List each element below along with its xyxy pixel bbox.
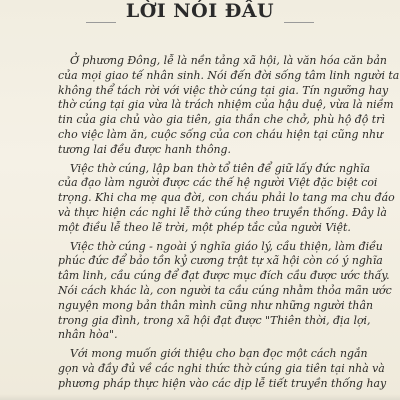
- paragraph-3: [58, 239, 392, 344]
- page-title: LỜI NÓI ĐẦU: [125, 0, 275, 22]
- text-line: cho việc làm ăn, cuộc sống của con cháu hiện tại cũng như: [58, 127, 384, 141]
- text-line: Với mong muốn giới thiệu cho bạn đọc một cách ngắn: [70, 347, 368, 361]
- text-line: và thực hiện các nghi lễ thờ cúng theo truyền thống. Đây là: [58, 205, 387, 219]
- text-line: Việc thờ cúng - ngoài ý nghĩa giáo lý, cầu thiện, làm điều: [70, 239, 383, 253]
- paragraph-1: [58, 54, 400, 158]
- text-line: một điều lễ theo lẽ trời, một phép tắc của người Việt.: [58, 220, 351, 234]
- title-area: [0, 0, 400, 30]
- text-line: tương lai đều được hanh thông.: [58, 142, 231, 156]
- page-edge-shadow: [0, 394, 400, 400]
- text-line: Nói cách khác là, con người ta cầu cúng nhằm thỏa mãn ước: [58, 283, 392, 297]
- text-line: không thể tách rời với việc thờ cúng tại gia. Tín ngưỡng hay: [58, 83, 389, 97]
- text-line: phương pháp thực hiện vào các dịp lễ tiết truyền thống hay: [58, 376, 387, 390]
- text-line: phúc đức để bảo tồn kỷ cương trật tự xã hội còn có ý nghĩa: [58, 254, 383, 268]
- paragraph-4: [58, 347, 387, 391]
- body-text: [58, 54, 400, 396]
- text-line: nguyện mong bản thân mình cũng như những người thân: [58, 298, 373, 312]
- text-line: thờ cúng tại gia vừa là trách nhiệm của hậu duệ, vừa là niềm: [58, 98, 394, 112]
- text-line: của đạo làm người được các thế hệ người Việt đặc biệt coi: [58, 176, 378, 190]
- text-line: gọn và đầy đủ về các nghi thức thờ cúng gia tiên tại nhà và: [58, 361, 385, 375]
- text-line: tin của gia chủ vào gia tiên, gia thần che chở, phù hộ độ trì: [58, 113, 385, 127]
- paragraph-2: [58, 161, 395, 236]
- text-line: trọng. Khi cha mẹ qua đời, con cháu phải lo tang ma chu đáo: [58, 191, 395, 205]
- text-line: của mọi giao tế nhân sinh. Nói đến đời sống tâm linh người ta: [58, 68, 400, 82]
- text-line: Ở phương Đông, lễ là nền tảng xã hội, là văn hóa căn bản: [70, 54, 387, 67]
- text-line: Việc thờ cúng, lập ban thờ tổ tiên để giữ lấy đức nghĩa: [70, 161, 370, 175]
- text-line: tâm linh, cầu cúng để đạt được mục đích cầu được ước thấy.: [58, 269, 390, 283]
- text-line: nhân hòa".: [58, 328, 118, 342]
- text-line: trong gia đình, trong xã hội đạt được "Thiên thời, địa lợi,: [58, 313, 371, 327]
